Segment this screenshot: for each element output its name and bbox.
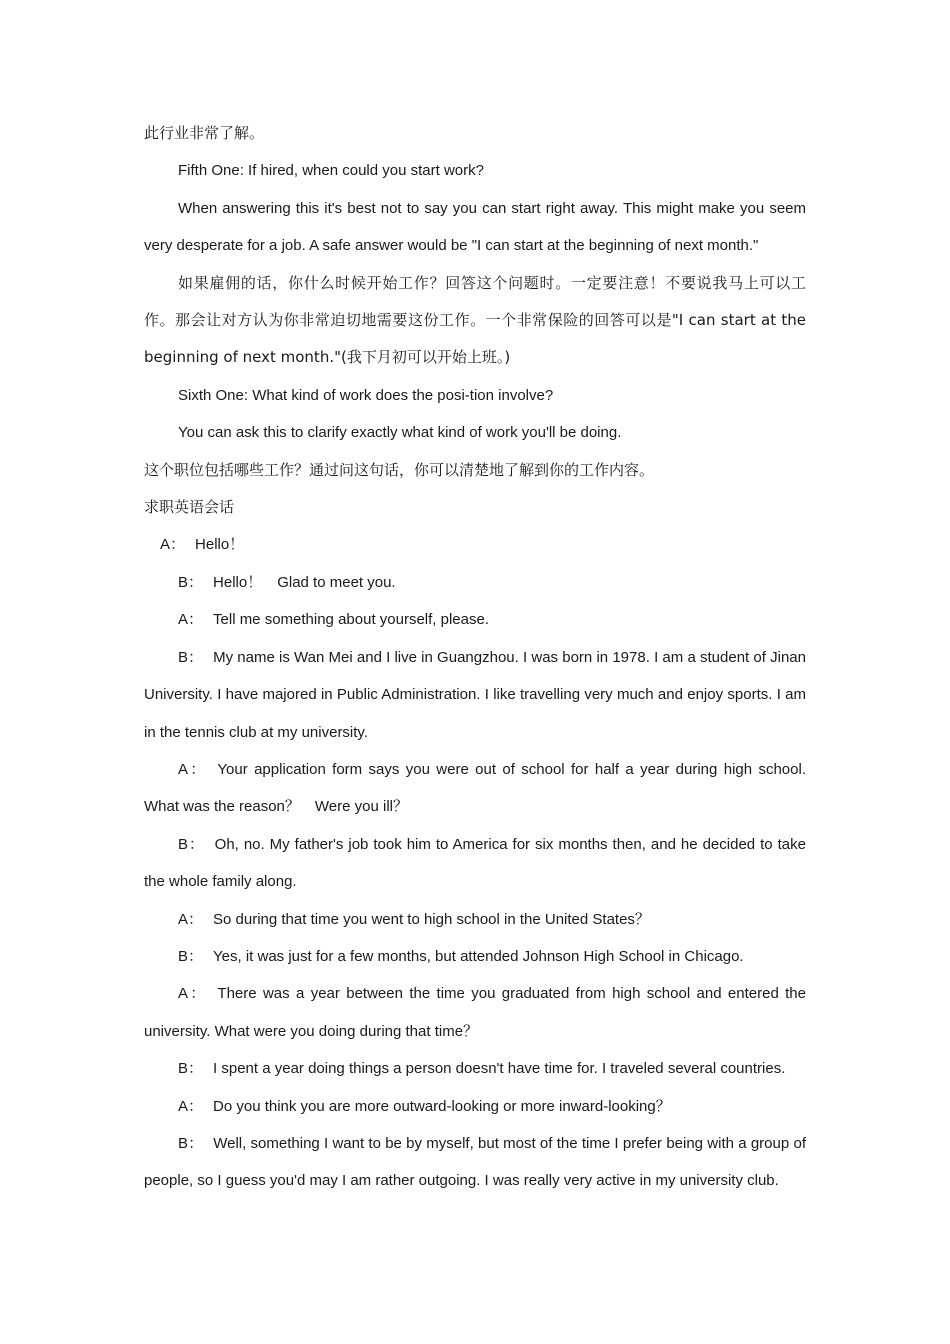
dialogue-text: Hello！ xyxy=(195,536,245,554)
dialogue-text: Well, something I want to be by myself, but most of the time I prefer being with a group of people, so I guess you'd may I am rather outgoing. I was really very active in my university club. xyxy=(144,1134,806,1190)
dialogue-text: My name is Wan Mei and I live in Guangzhou. I was born in 1978. I am a student of Jinan University. I have majored in Public Administration. I like travelling very much and enjoy sports. I am in the tennis club at my university. xyxy=(144,648,806,741)
dialogue-text: Do you think you are more outward-looking or more inward-looking？ xyxy=(213,1097,671,1115)
speaker-label: B： xyxy=(178,573,204,591)
speaker-label: B： xyxy=(178,835,205,853)
speaker-label: A： xyxy=(178,760,208,778)
dialogue-line xyxy=(144,639,806,751)
dialogue-text: There was a year between the time you graduated from high school and entered the university. What were you doing during that time？ xyxy=(144,985,806,1040)
speaker-label: B： xyxy=(178,1060,204,1078)
dialogue-text: Your application form says you were out of school for half a year during high school. What was the reason？ Were you ill？ xyxy=(144,760,806,816)
dialogue-line xyxy=(144,1050,806,1087)
dialogue-line xyxy=(144,975,806,1050)
dialogue-text: Oh, no. My father's job took him to America for six months then, and he decided to take the whole family along. xyxy=(144,835,806,891)
dialogue-text: Hello！ Glad to meet you. xyxy=(213,573,396,591)
speaker-label: A： xyxy=(178,611,204,629)
dialogue-text: Yes, it was just for a few months, but attended Johnson High School in Chicago. xyxy=(213,947,744,965)
question-six-heading: Sixth One: What kind of work does the posi-tion involve? xyxy=(178,386,554,404)
speaker-label: A： xyxy=(178,1097,204,1115)
dialogue-line xyxy=(144,1125,806,1200)
dialogue-line xyxy=(144,1088,806,1125)
document-body xyxy=(144,115,806,1200)
paragraph-continuation: 此行业非常了解。 xyxy=(144,124,265,142)
speaker-label: A： xyxy=(178,985,208,1003)
dialogue-line xyxy=(144,751,806,826)
dialogue-line xyxy=(144,938,806,975)
section-heading-dialogue: 求职英语会话 xyxy=(144,498,235,517)
question-six-advice-cn: 这个职位包括哪些工作？通过问这句话，你可以清楚地了解到你的工作内容。 xyxy=(144,460,655,479)
dialogue-line xyxy=(144,826,806,901)
question-six-advice-en: You can ask this to clarify exactly what kind of work you'll be doing. xyxy=(178,424,622,442)
speaker-label: A： xyxy=(178,910,204,928)
dialogue-line xyxy=(144,526,806,563)
question-five-heading: Fifth One: If hired, when could you start work? xyxy=(178,162,484,180)
speaker-label: B： xyxy=(178,947,204,965)
speaker-label: B： xyxy=(178,648,204,666)
speaker-label: B： xyxy=(178,1134,204,1152)
dialogue-text: Tell me something about yourself, please. xyxy=(213,611,489,629)
question-five-advice-cn: 如果雇佣的话，你什么时候开始工作？回答这个问题时。一定要注意！不要说我马上可以工作。那会让对方认为你非常迫切地需要这份工作。一个非常保险的回答可以是"I can start at the beginning of next month."(我下月初可以开始上班。) xyxy=(144,273,806,367)
dialogue-text: So during that time you went to high school in the United States？ xyxy=(213,910,650,928)
dialogue-line xyxy=(144,901,806,938)
dialogue-line xyxy=(144,601,806,638)
speaker-label: A： xyxy=(160,536,186,554)
question-five-advice-en: When answering this it's best not to say you can start right away. This might make you seem very desperate for a job. A safe answer would be "I can start at the beginning of next month." xyxy=(144,199,806,255)
dialogue-text: I spent a year doing things a person doesn't have time for. I traveled several countries. xyxy=(213,1060,786,1078)
dialogue-line xyxy=(144,564,806,601)
